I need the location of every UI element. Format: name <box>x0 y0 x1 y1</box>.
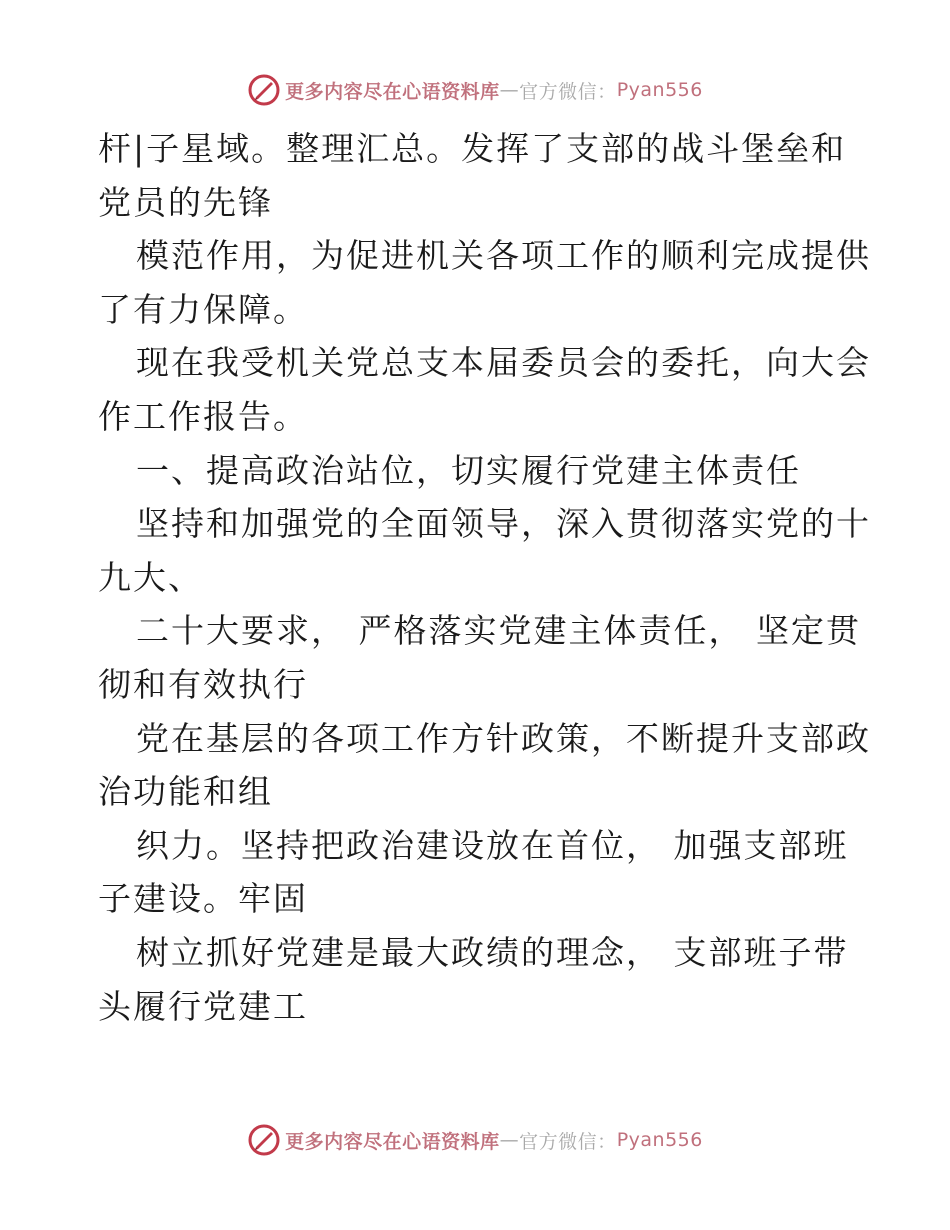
footer-watermark <box>0 1120 950 1160</box>
text-line: 杆|子星域。整理汇总。发挥了支部的战斗堡垒和 <box>98 129 847 168</box>
watermark-wechat-id: Pyan556 <box>616 1129 703 1151</box>
text-line: 一、提高政治站位，切实履行党建主体责任 <box>136 450 801 490</box>
text-line: 现在我受机关党总支本届委员会的委托，向大会 <box>136 343 871 383</box>
text-line: 了有力保障。 <box>98 289 308 329</box>
text-line: 织力。坚持把政治建设放在首位， 加强支部班 <box>136 825 849 865</box>
text-line: 树立抓好党建是最大政绩的理念， 支部班子带 <box>136 932 849 972</box>
text-line: 党员的先锋 <box>98 182 273 222</box>
text-line: 党在基层的各项工作方针政策，不断提升支部政 <box>136 718 871 758</box>
text-line: 头履行党建工 <box>98 986 308 1026</box>
text-line: 坚持和加强党的全面领导，深入贯彻落实党的十 <box>136 504 871 544</box>
text-line: 彻和有效执行 <box>98 664 308 704</box>
watermark-main-text: 更多内容尽在心语资料库 <box>285 1130 500 1153</box>
watermark-official-label: 官方微信： <box>519 80 617 103</box>
text-line: 治功能和组 <box>98 772 273 812</box>
text-line: 二十大要求， 严格落实党建主体责任， 坚定贯 <box>136 611 861 651</box>
text-line: 作工作报告。 <box>98 396 308 436</box>
watermark-separator: — <box>499 79 520 101</box>
pen-logo-icon <box>247 1123 281 1157</box>
watermark-official-label: 官方微信： <box>519 1130 617 1153</box>
watermark-main-text: 更多内容尽在心语资料库 <box>285 80 500 103</box>
pen-logo-icon <box>247 73 281 107</box>
header-watermark <box>0 70 950 110</box>
text-line: 子建设。牢固 <box>98 879 308 919</box>
watermark-wechat-id: Pyan556 <box>616 79 703 101</box>
document-body <box>98 122 871 1033</box>
text-line: 九大、 <box>98 557 203 597</box>
text-line: 模范作用，为促进机关各项工作的顺利完成提供 <box>136 236 871 276</box>
watermark-separator: — <box>499 1129 520 1151</box>
